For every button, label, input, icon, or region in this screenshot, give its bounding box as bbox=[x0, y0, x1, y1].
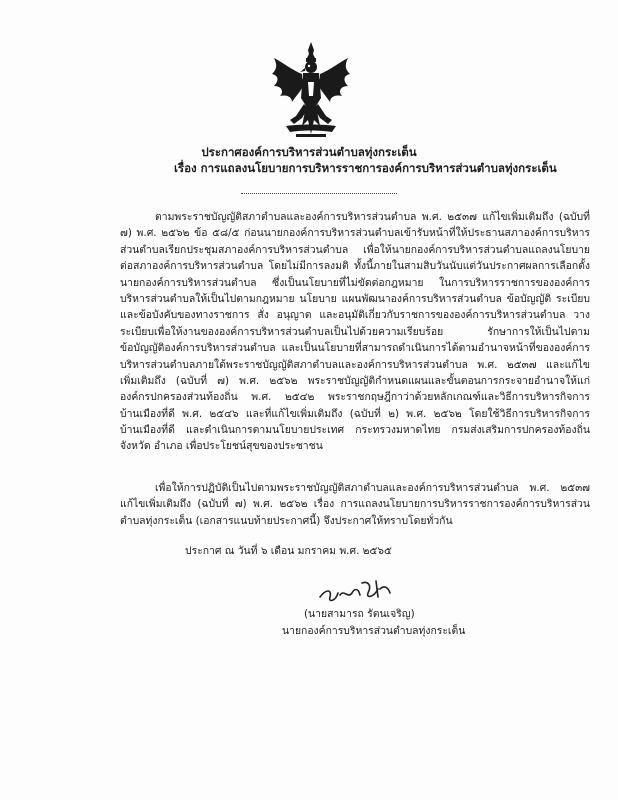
paragraph-2-line: แก้ไขเพิ่มเติมถึง (ฉบับที่ ๗) พ.ศ. ๒๕๖๒ เรื่อง การแถลงนโยบายการบริหารราชการองค์การบริหารส่วน bbox=[120, 498, 590, 511]
paragraph-1-line: เพิ่มเติมถึง (ฉบับที่ ๗) พ.ศ. ๒๕๖๒ พระราชบัญญัติกำหนดแผนและขั้นตอนการกระจายอำนาจให้แก่ bbox=[120, 374, 590, 387]
paragraph-1-line: บริหารส่วนตำบลให้เป็นไปตามกฎหมาย นโยบาย แผนพัฒนาองค์การบริหารส่วนตำบล ข้อบัญญัติ ระเบียบ bbox=[120, 292, 590, 305]
paragraph-1-line: บ้านเมืองที่ดี พ.ศ. ๒๕๔๖ และที่แก้ไขเพิ่มเติมถึง (ฉบับที่ ๒) พ.ศ. ๒๕๖๒ โดยใช้วิธีการบริหารกิจการ bbox=[120, 407, 590, 420]
paragraph-1-line: จังหวัด อำเภอ เพื่อประโยชน์สุขของประชาชน bbox=[120, 440, 323, 453]
paragraph-2-line: เพื่อให้การปฏิบัติเป็นไปตามพระราชบัญญัติสภาตำบลและองค์การบริหารส่วนตำบล พ.ศ. ๒๕๓๗ bbox=[155, 482, 590, 494]
signer-title: นายกองค์การบริหารส่วนตำบลทุ่งกระเต็น bbox=[282, 625, 466, 637]
paragraph-2 bbox=[120, 480, 590, 529]
paragraph-1-line: ๗) พ.ศ. ๒๕๖๒ ข้อ ๕๘/๕ ก่อนนายกองค์การบริหารส่วนตำบลเข้ารับหน้าที่ให้ประธานสภาองค์การบริหาร bbox=[120, 227, 590, 240]
paragraph-2-line: ตำบลทุ่งกระเต็น (เอกสารแนบท้ายประกาศนี้) จึงประกาศให้ทราบโดยทั่วกัน bbox=[120, 514, 453, 527]
paragraph-1-line: ต่อสภาองค์การบริหารส่วนตำบล โดยไม่มีการลงมติ ทั้งนี้ภายในสามสิบวันนับแต่วันประกาศผลการเลือกตั้ง bbox=[120, 260, 590, 273]
paragraph-1-line: นายกองค์การบริหารส่วนตำบล ซึ่งเป็นนโยบายที่ไม่ขัดต่อกฎหมาย ในการบริหารราชการขององค์การ bbox=[120, 276, 590, 289]
paragraph-1-line: ส่วนตำบลเรียกประชุมสภาองค์การบริหารส่วนตำบล เพื่อให้นายกองค์การบริหารส่วนตำบลแถลงนโยบาย bbox=[120, 243, 590, 256]
announcement-subject: เรื่อง การแถลงนโยบายการบริหารราชการองค์การบริหารส่วนตำบลทุ่งกระเต็น bbox=[174, 161, 557, 175]
announcement-date: ประกาศ ณ วันที่ ๖ เดือน มกราคม พ.ศ. ๒๕๖๕ bbox=[185, 545, 392, 557]
signer-name: (นายสามารถ รัตนเจริญ) bbox=[304, 608, 415, 620]
garuda-emblem-icon bbox=[272, 40, 350, 140]
paragraph-1-line: และข้อบังคับของทางราชการ สั่ง อนุญาต และอนุมัติเกี่ยวกับราชการขององค์การบริหารส่วนตำบล วาง bbox=[120, 309, 590, 322]
paragraph-1-line: บ้านเมืองที่ดี และดำเนินการตามนโยบายประเทศ กระทรวงมหาดไทย กรมส่งเสริมการปกครองท้องถิ่น bbox=[120, 424, 590, 437]
paragraph-1-line: ข้อบัญญัติองค์การบริหารส่วนตำบล และเป็นนโยบายที่สามารถดำเนินการได้ตามอำนาจหน้าที่ขององค์การ bbox=[120, 342, 590, 355]
paragraph-1-line: ตามพระราชบัญญัติสภาตำบลและองค์การบริหารส่วนตำบล พ.ศ. ๒๕๓๗ แก้ไขเพิ่มเติมถึง (ฉบับที่ bbox=[155, 211, 590, 223]
paragraph-1 bbox=[120, 209, 590, 455]
announcement-title: ประกาศองค์การบริหารส่วนตำบลทุ่งกระเต็น bbox=[201, 145, 417, 159]
handwritten-signature bbox=[318, 575, 398, 607]
paragraph-1-line: ระเบียบเพื่อให้งานขององค์การบริหารส่วนตำบลเป็นไปด้วยความเรียบร้อย รักษาการให้เป็นไปตาม bbox=[120, 325, 590, 338]
dotted-divider bbox=[241, 193, 397, 194]
paragraph-1-line: บริหารส่วนตำบลภายใต้พระราชบัญญัติสภาตำบลและองค์การบริหารส่วนตำบล พ.ศ. ๒๕๓๗ และแก้ไข bbox=[120, 358, 590, 371]
paragraph-1-line: องค์กรปกครองส่วนท้องถิ่น พ.ศ. ๒๕๔๒ พระราชกฤษฎีกาว่าด้วยหลักเกณฑ์และวิธีการบริหารกิจการ bbox=[120, 391, 590, 404]
